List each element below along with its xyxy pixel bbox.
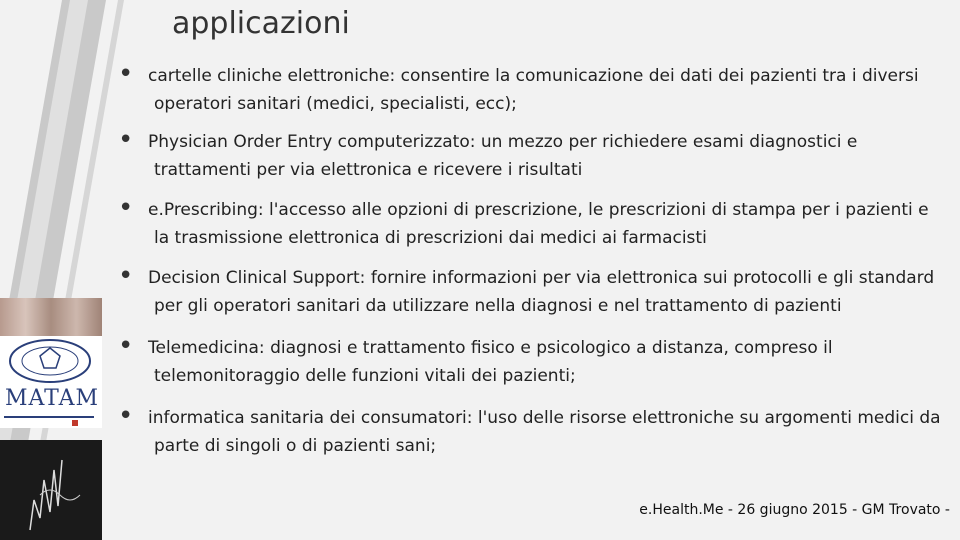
seal-icon — [6, 338, 94, 384]
list-item-text: cartelle cliniche elettroniche: consentire la comunicazione dei dati dei pazienti tra i diversi operatori sanitari (medici, specialisti, ecc); — [148, 66, 919, 114]
bullet-icon: • — [118, 125, 134, 155]
bullet-icon: • — [118, 59, 134, 89]
bullet-icon: • — [118, 331, 134, 361]
list-item — [118, 331, 948, 390]
slide-title: applicazioni — [172, 6, 350, 41]
bullet-list — [118, 59, 948, 460]
signature-panel — [0, 440, 102, 540]
logo-text: MATAM — [4, 386, 100, 411]
list-item-text: informatica sanitaria dei consumatori: l'uso delle risorse elettroniche su argomenti medici da parte di singoli o di pazienti sani; — [148, 408, 941, 456]
list-item — [118, 193, 948, 252]
list-item-text: Decision Clinical Support: fornire informazioni per via elettronica sui protocolli e gli standard per gli operatori sanitari da utilizzare nella diagnosi e nel trattamento di pazienti — [148, 268, 935, 316]
signature-icon — [0, 440, 102, 540]
list-item — [118, 401, 948, 460]
matam-logo — [0, 298, 102, 428]
list-item — [118, 261, 948, 320]
bullet-icon: • — [118, 261, 134, 291]
list-item — [118, 59, 948, 118]
list-item-text: Telemedicina: diagnosi e trattamento fisico e psicologico a distanza, compreso il telemonitoraggio delle funzioni vitali dei pazienti; — [148, 338, 833, 386]
list-item-text: Physician Order Entry computerizzato: un mezzo per richiedere esami diagnostici e trattamenti per via elettronica e ricevere i risultati — [148, 132, 858, 180]
logo-dot — [72, 420, 78, 426]
logo-underline — [4, 416, 94, 418]
bullet-icon: • — [118, 401, 134, 431]
slide-footer: e.Health.Me - 26 giugno 2015 - GM Trovato - — [639, 502, 950, 518]
list-item-text: e.Prescribing: l'accesso alle opzioni di prescrizione, le prescrizioni di stampa per i pazienti e la trasmissione elettronica di prescrizioni dai medici ai farmacisti — [148, 200, 929, 248]
statue-image — [0, 298, 102, 336]
list-item — [118, 125, 948, 184]
bullet-icon: • — [118, 193, 134, 223]
